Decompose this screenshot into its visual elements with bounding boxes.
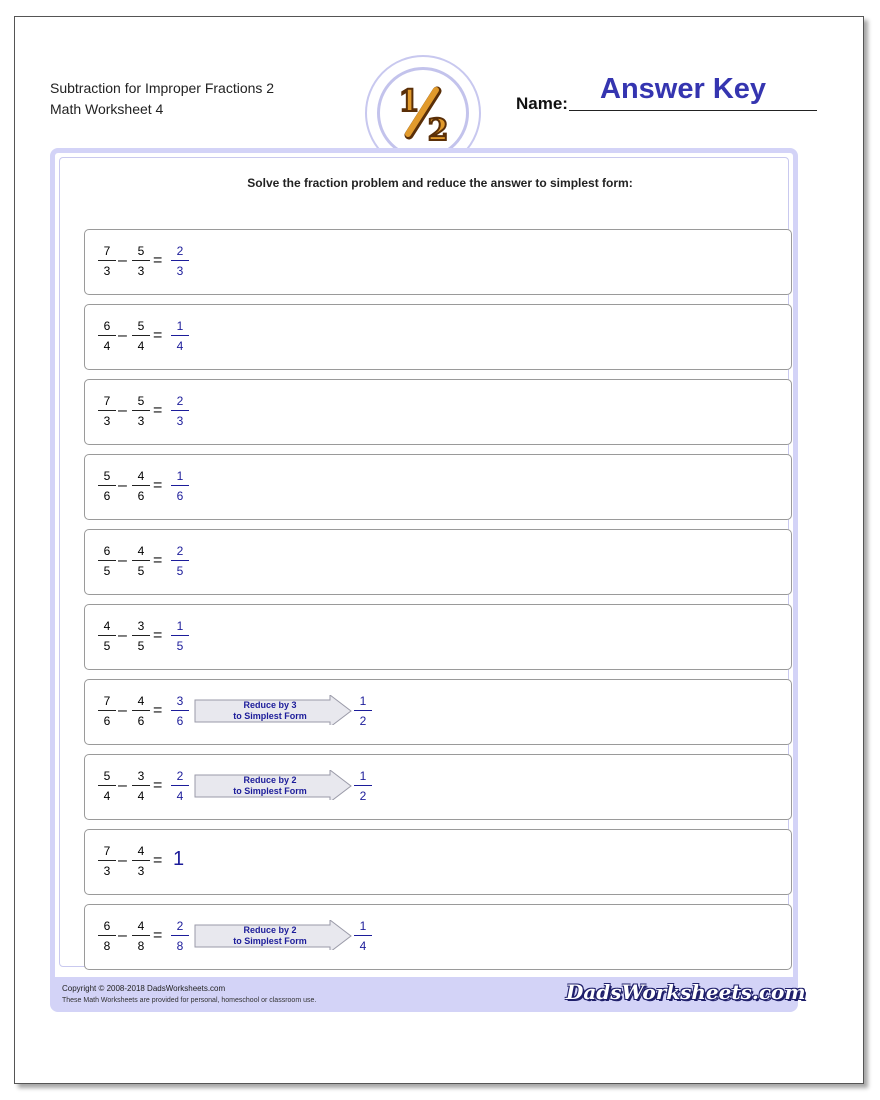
answer-fraction — [171, 918, 189, 954]
problem-row — [84, 304, 792, 370]
second-fraction-numerator: 5 — [137, 244, 145, 258]
reduce-label — [196, 925, 344, 947]
first-fraction-denominator: 6 — [103, 714, 111, 728]
fraction-bar — [354, 785, 372, 786]
fraction-bar — [98, 935, 116, 936]
second-fraction — [132, 543, 150, 579]
answer-fraction-denominator: 3 — [176, 264, 184, 278]
answer-fraction — [171, 618, 189, 654]
dadsworksheets-logo: DadsWorksheets.com — [566, 980, 806, 1004]
second-fraction-denominator: 5 — [137, 564, 145, 578]
fraction-bar — [98, 485, 116, 486]
second-fraction-denominator: 4 — [137, 789, 145, 803]
second-fraction-numerator: 5 — [137, 394, 145, 408]
first-fraction-numerator: 5 — [103, 469, 111, 483]
answer-fraction-numerator: 1 — [176, 319, 184, 333]
answer-fraction — [171, 693, 189, 729]
answer-fraction-denominator: 8 — [176, 939, 184, 953]
second-fraction-denominator: 6 — [137, 489, 145, 503]
problem-row — [84, 379, 792, 445]
second-fraction — [132, 693, 150, 729]
instructions: Solve the fraction problem and reduce the answer to simplest form: — [247, 176, 633, 190]
second-fraction-numerator: 4 — [137, 544, 145, 558]
answer-fraction-numerator: 2 — [176, 394, 184, 408]
first-fraction — [98, 543, 116, 579]
reduce-label — [196, 775, 344, 797]
fraction-bar — [132, 785, 150, 786]
second-fraction-denominator: 4 — [137, 339, 145, 353]
simplified-fraction — [354, 918, 372, 954]
simplified-fraction-denominator: 4 — [359, 939, 367, 953]
answer-whole-number: 1 — [173, 848, 185, 870]
second-fraction-numerator: 4 — [137, 919, 145, 933]
second-fraction — [132, 318, 150, 354]
simplified-fraction-denominator: 2 — [359, 789, 367, 803]
problem-row — [84, 829, 792, 895]
answer-fraction-denominator: 5 — [176, 564, 184, 578]
second-fraction — [132, 468, 150, 504]
fraction-bar — [354, 935, 372, 936]
second-fraction-numerator: 4 — [137, 844, 145, 858]
fraction-bar — [132, 335, 150, 336]
fraction-bar — [132, 860, 150, 861]
fraction-bar — [132, 410, 150, 411]
simplified-fraction — [354, 768, 372, 804]
second-fraction — [132, 393, 150, 429]
first-fraction-denominator: 6 — [103, 489, 111, 503]
answer-fraction — [171, 393, 189, 429]
one-half-icon — [380, 70, 466, 156]
first-fraction — [98, 693, 116, 729]
fraction-bar — [98, 710, 116, 711]
first-fraction-numerator: 7 — [103, 244, 111, 258]
equals-sign: = — [153, 702, 163, 719]
first-fraction-denominator: 3 — [103, 264, 111, 278]
answer-fraction-denominator: 4 — [176, 339, 184, 353]
fraction-bar — [98, 785, 116, 786]
second-fraction-numerator: 3 — [137, 619, 145, 633]
equals-sign: = — [153, 477, 163, 494]
first-fraction-denominator: 3 — [103, 864, 111, 878]
answer-fraction-numerator: 2 — [176, 919, 184, 933]
fraction-bar — [171, 410, 189, 411]
fraction-bar — [132, 560, 150, 561]
second-fraction-numerator: 4 — [137, 694, 145, 708]
answer-fraction-denominator: 6 — [176, 714, 184, 728]
equals-sign: = — [153, 327, 163, 344]
first-fraction-numerator: 7 — [103, 694, 111, 708]
minus-sign: – — [118, 327, 127, 344]
fraction-bar — [98, 260, 116, 261]
second-fraction-denominator: 3 — [137, 864, 145, 878]
answer-fraction-denominator: 5 — [176, 639, 184, 653]
worksheet-title: Subtraction for Improper Fractions 2 — [50, 80, 275, 96]
equals-sign: = — [153, 627, 163, 644]
minus-sign: – — [118, 627, 127, 644]
fraction-bar — [98, 635, 116, 636]
equals-sign: = — [153, 777, 163, 794]
second-fraction — [132, 243, 150, 279]
second-fraction-numerator: 5 — [137, 319, 145, 333]
fraction-bar — [171, 260, 189, 261]
answer-fraction — [171, 318, 189, 354]
fraction-bar — [98, 860, 116, 861]
name-label: Name: — [516, 94, 568, 113]
simplified-fraction-denominator: 2 — [359, 714, 367, 728]
first-fraction-denominator: 5 — [103, 639, 111, 653]
simplified-fraction-numerator: 1 — [359, 694, 367, 708]
fraction-bar — [132, 935, 150, 936]
fraction-bar — [171, 560, 189, 561]
answer-fraction-numerator: 1 — [176, 619, 184, 633]
svg-text:1: 1 — [398, 84, 420, 119]
simplified-fraction — [354, 693, 372, 729]
first-fraction — [98, 918, 116, 954]
fraction-bar — [171, 635, 189, 636]
answer-fraction — [171, 243, 189, 279]
first-fraction — [98, 618, 116, 654]
reduce-line-2: to Simplest Form — [233, 786, 307, 796]
name-line — [569, 110, 817, 111]
fraction-bar — [171, 935, 189, 936]
second-fraction-denominator: 3 — [137, 414, 145, 428]
fraction-bar — [171, 485, 189, 486]
answer-fraction-numerator: 2 — [176, 244, 184, 258]
problem-row — [84, 904, 792, 970]
answer-fraction — [171, 543, 189, 579]
second-fraction-denominator: 8 — [137, 939, 145, 953]
fraction-bar — [98, 335, 116, 336]
usage-notice: These Math Worksheets are provided for personal, homeschool or classroom use. — [62, 997, 317, 1004]
first-fraction — [98, 243, 116, 279]
first-fraction-denominator: 5 — [103, 564, 111, 578]
answer-fraction-numerator: 2 — [176, 769, 184, 783]
fraction-bar — [98, 560, 116, 561]
fraction-bar — [171, 335, 189, 336]
first-fraction-numerator: 7 — [103, 394, 111, 408]
answer-fraction — [171, 768, 189, 804]
minus-sign: – — [118, 252, 127, 269]
first-fraction-numerator: 4 — [103, 619, 111, 633]
minus-sign: – — [118, 552, 127, 569]
fraction-bar — [132, 710, 150, 711]
answer-fraction-denominator: 4 — [176, 789, 184, 803]
problem-row — [84, 679, 792, 745]
reduce-line-1: Reduce by 2 — [243, 925, 297, 935]
answer-fraction-numerator: 1 — [176, 469, 184, 483]
fraction-bar — [171, 710, 189, 711]
second-fraction-numerator: 3 — [137, 769, 145, 783]
fraction-bar — [98, 410, 116, 411]
answer-fraction — [171, 468, 189, 504]
minus-sign: – — [118, 477, 127, 494]
first-fraction-denominator: 8 — [103, 939, 111, 953]
second-fraction-denominator: 6 — [137, 714, 145, 728]
worksheet-subtitle: Math Worksheet 4 — [50, 101, 164, 117]
first-fraction-denominator: 3 — [103, 414, 111, 428]
equals-sign: = — [153, 402, 163, 419]
reduce-line-2: to Simplest Form — [233, 711, 307, 721]
reduce-label — [196, 700, 344, 722]
copyright-text: Copyright © 2008-2018 DadsWorksheets.com — [62, 984, 226, 993]
first-fraction — [98, 318, 116, 354]
svg-text:2: 2 — [427, 113, 449, 148]
first-fraction-denominator: 4 — [103, 339, 111, 353]
answer-fraction-numerator: 2 — [176, 544, 184, 558]
first-fraction — [98, 468, 116, 504]
answer-fraction-denominator: 3 — [176, 414, 184, 428]
answer-fraction-numerator: 3 — [176, 694, 184, 708]
simplified-fraction-numerator: 1 — [359, 769, 367, 783]
first-fraction-denominator: 4 — [103, 789, 111, 803]
equals-sign: = — [153, 552, 163, 569]
first-fraction-numerator: 6 — [103, 319, 111, 333]
second-fraction — [132, 768, 150, 804]
first-fraction — [98, 843, 116, 879]
simplified-fraction-numerator: 1 — [359, 919, 367, 933]
fraction-bar — [354, 710, 372, 711]
equals-sign: = — [153, 252, 163, 269]
reduce-line-2: to Simplest Form — [233, 936, 307, 946]
fraction-bar — [132, 485, 150, 486]
second-fraction — [132, 618, 150, 654]
first-fraction-numerator: 6 — [103, 544, 111, 558]
first-fraction-numerator: 7 — [103, 844, 111, 858]
problem-row — [84, 229, 792, 295]
second-fraction-denominator: 5 — [137, 639, 145, 653]
minus-sign: – — [118, 927, 127, 944]
first-fraction-numerator: 5 — [103, 769, 111, 783]
second-fraction-denominator: 3 — [137, 264, 145, 278]
problem-row — [84, 454, 792, 520]
second-fraction-numerator: 4 — [137, 469, 145, 483]
problem-row — [84, 754, 792, 820]
answer-fraction-denominator: 6 — [176, 489, 184, 503]
reduce-line-1: Reduce by 2 — [243, 775, 297, 785]
second-fraction — [132, 918, 150, 954]
equals-sign: = — [153, 852, 163, 869]
equals-sign: = — [153, 927, 163, 944]
fraction-bar — [132, 635, 150, 636]
first-fraction — [98, 768, 116, 804]
answer-key-label: Answer Key — [600, 73, 767, 105]
second-fraction — [132, 843, 150, 879]
minus-sign: – — [118, 852, 127, 869]
fraction-bar — [171, 785, 189, 786]
first-fraction-numerator: 6 — [103, 919, 111, 933]
first-fraction — [98, 393, 116, 429]
minus-sign: – — [118, 777, 127, 794]
minus-sign: – — [118, 702, 127, 719]
problem-row — [84, 604, 792, 670]
reduce-line-1: Reduce by 3 — [243, 700, 297, 710]
fraction-bar — [132, 260, 150, 261]
problem-row — [84, 529, 792, 595]
minus-sign: – — [118, 402, 127, 419]
